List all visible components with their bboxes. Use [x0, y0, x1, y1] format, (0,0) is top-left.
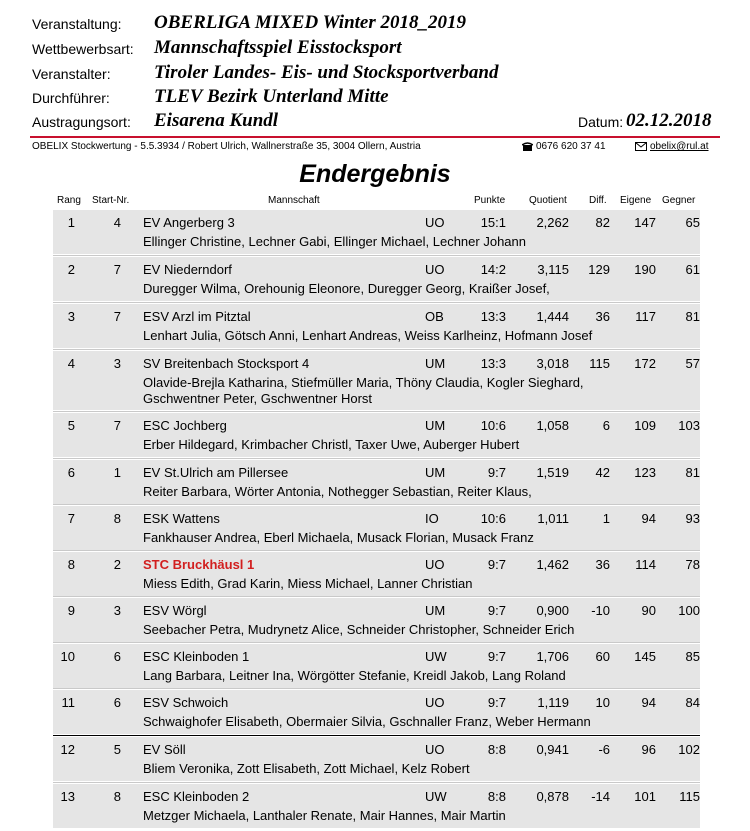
team-name: ESK Wattens [143, 511, 220, 526]
team-players: Duregger Wilma, Orehounig Eleonore, Duregger Georg, Kraißer Josef, [143, 281, 550, 296]
team-name: ESV Schwoich [143, 695, 229, 710]
diff-cell: 60 [595, 649, 610, 664]
own-score-cell: 109 [634, 418, 656, 433]
table-row [53, 690, 700, 734]
team-name: EV Niederndorf [143, 262, 232, 277]
diff-cell: 36 [595, 557, 610, 572]
opponent-score-cell: 100 [678, 603, 700, 618]
table-row [53, 257, 700, 301]
row-divider [53, 349, 700, 350]
start-number-cell: 3 [113, 603, 121, 618]
class-cell: UM [425, 418, 446, 433]
start-number-cell: 4 [113, 215, 121, 230]
class-cell: UO [425, 742, 445, 757]
row-divider [53, 411, 700, 412]
header-row-austragungsort [32, 110, 722, 134]
points-cell: 13:3 [480, 309, 506, 324]
header-row-veranstalter [32, 62, 722, 86]
start-number-cell: 8 [113, 789, 121, 804]
own-score-cell: 101 [634, 789, 656, 804]
diff-cell: 82 [595, 215, 610, 230]
diff-cell: -6 [598, 742, 610, 757]
quotient-cell: 0,878 [536, 789, 569, 804]
team-name: ESC Kleinboden 1 [143, 649, 250, 664]
start-number-cell: 8 [113, 511, 121, 526]
organization-info: OBELIX Stockwertung - 5.5.3934 / Robert Ulrich, Wallnerstraße 35, 3004 Ollern, Austria [32, 141, 421, 152]
phone-info [522, 141, 606, 152]
row-divider [53, 782, 700, 783]
row-divider [53, 504, 700, 505]
team-name: EV St.Ulrich am Pillersee [143, 465, 289, 480]
rank-cell: 2 [67, 262, 75, 277]
own-score-cell: 145 [634, 649, 656, 664]
start-number-cell: 7 [113, 418, 121, 433]
start-number-cell: 2 [113, 557, 121, 572]
quotient-cell: 0,941 [536, 742, 569, 757]
start-number-cell: 3 [113, 356, 121, 371]
class-cell: UM [425, 356, 446, 371]
team-players: Metzger Michaela, Lanthaler Renate, Mair Hannes, Mair Martin [143, 808, 506, 823]
opponent-score-cell: 61 [685, 262, 700, 277]
quotient-cell: 2,262 [536, 215, 569, 230]
rank-cell: 4 [67, 356, 75, 371]
team-players: Erber Hildegard, Krimbacher Christl, Taxer Uwe, Auberger Hubert [143, 437, 520, 452]
team-name: ESC Jochberg [143, 418, 227, 433]
start-number-cell: 7 [113, 262, 121, 277]
opponent-score-cell: 57 [685, 356, 700, 371]
header-row-veranstaltung [32, 12, 722, 36]
austragungsort-value: Eisarena Kundl [154, 110, 279, 131]
diff-cell: 36 [595, 309, 610, 324]
team-name: ESV Arzl im Pitztal [143, 309, 251, 324]
row-divider [53, 642, 700, 643]
table-row [53, 784, 700, 828]
quotient-cell: 3,018 [536, 356, 569, 371]
own-score-cell: 90 [641, 603, 656, 618]
rank-cell: 13 [60, 789, 75, 804]
datum-label: Datum: [578, 114, 624, 130]
row-divider [53, 596, 700, 597]
rank-cell: 8 [67, 557, 75, 572]
start-number-cell: 6 [113, 649, 121, 664]
rank-cell: 5 [67, 418, 75, 433]
table-row [53, 210, 700, 254]
team-players: Seebacher Petra, Mudrynetz Alice, Schneider Christopher, Schneider Erich [143, 622, 575, 637]
team-name: SV Breitenbach Stocksport 4 [143, 356, 310, 371]
row-divider [53, 688, 700, 689]
diff-cell: -10 [591, 603, 610, 618]
austragungsort-label: Austragungsort: [32, 114, 131, 130]
row-divider [53, 302, 700, 303]
start-number-cell: 1 [113, 465, 121, 480]
header-row-durchfuehrer [32, 86, 722, 110]
header-row-wettbewerbsart [32, 37, 722, 61]
row-divider [53, 550, 700, 551]
durchfuehrer-value: TLEV Bezirk Unterland Mitte [154, 86, 389, 107]
rank-cell: 11 [61, 695, 75, 710]
own-score-cell: 96 [641, 742, 656, 757]
rank-cell: 10 [60, 649, 75, 664]
col-header-gegner: Gegner [662, 195, 696, 206]
team-players: Fankhauser Andrea, Eberl Michaela, Musack Florian, Musack Franz [143, 530, 534, 545]
page-title: Endergebnis [299, 160, 451, 188]
opponent-score-cell: 81 [685, 465, 700, 480]
points-cell: 9:7 [487, 695, 506, 710]
team-players: Ellinger Christine, Lechner Gabi, Ellinger Michael, Lechner Johann [143, 234, 526, 249]
rank-cell: 7 [67, 511, 75, 526]
wettbewerbsart-value: Mannschaftsspiel Eisstocksport [154, 37, 402, 58]
veranstalter-label: Veranstalter: [32, 66, 111, 82]
team-name: STC Bruckhäusl 1 [143, 557, 255, 572]
class-cell: UM [425, 465, 446, 480]
quotient-cell: 1,519 [536, 465, 569, 480]
opponent-score-cell: 103 [678, 418, 700, 433]
points-cell: 13:3 [480, 356, 506, 371]
email-link[interactable]: obelix@rul.at [650, 141, 709, 152]
col-header-startnr: Start-Nr. [92, 195, 130, 206]
diff-cell: 129 [588, 262, 610, 277]
footer-info [32, 141, 722, 155]
opponent-score-cell: 115 [679, 789, 700, 804]
wettbewerbsart-label: Wettbewerbsart: [32, 41, 134, 57]
class-cell: UO [425, 215, 445, 230]
row-divider [53, 458, 700, 459]
class-cell: IO [425, 511, 439, 526]
mail-icon [635, 142, 647, 151]
diff-cell: 10 [595, 695, 610, 710]
points-cell: 10:6 [480, 418, 506, 433]
own-score-cell: 123 [634, 465, 656, 480]
veranstaltung-value: OBERLIGA MIXED Winter 2018_2019 [154, 12, 466, 33]
opponent-score-cell: 93 [685, 511, 700, 526]
points-cell: 10:6 [480, 511, 506, 526]
team-players: Lang Barbara, Leitner Ina, Wörgötter Stefanie, Kreidl Jakob, Lang Roland [143, 668, 566, 683]
rank-cell: 6 [67, 465, 75, 480]
row-divider [53, 255, 700, 256]
team-players: Miess Edith, Grad Karin, Miess Michael, Lanner Christian [143, 576, 473, 591]
table-row [53, 598, 700, 642]
table-row [53, 304, 700, 348]
own-score-cell: 172 [634, 356, 656, 371]
quotient-cell: 1,011 [537, 511, 569, 526]
header-divider [30, 136, 720, 138]
diff-cell: 1 [602, 511, 610, 526]
team-players: Lenhart Julia, Götsch Anni, Lenhart Andreas, Weiss Karlheinz, Hofmann Josef [143, 328, 593, 343]
opponent-score-cell: 84 [685, 695, 700, 710]
class-cell: UO [425, 695, 445, 710]
table-row [53, 737, 700, 781]
own-score-cell: 94 [641, 695, 656, 710]
col-header-quotient: Quotient [529, 195, 567, 206]
quotient-cell: 1,706 [536, 649, 569, 664]
own-score-cell: 94 [641, 511, 656, 526]
diff-cell: 115 [589, 356, 610, 371]
points-cell: 15:1 [480, 215, 506, 230]
start-number-cell: 6 [113, 695, 121, 710]
team-players: Schwaighofer Elisabeth, Obermaier Silvia, Gschnaller Franz, Weber Hermann [143, 714, 591, 729]
veranstalter-value: Tiroler Landes- Eis- und Stocksportverband [154, 62, 499, 83]
team-name: EV Angerberg 3 [143, 215, 235, 230]
team-name: EV Söll [143, 742, 186, 757]
own-score-cell: 114 [635, 557, 656, 572]
points-cell: 9:7 [487, 603, 506, 618]
table-row [53, 460, 700, 504]
quotient-cell: 1,119 [537, 695, 569, 710]
quotient-cell: 1,058 [536, 418, 569, 433]
points-cell: 9:7 [487, 557, 506, 572]
points-cell: 9:7 [487, 649, 506, 664]
class-cell: OB [425, 309, 444, 324]
email-info [635, 141, 709, 152]
own-score-cell: 147 [634, 215, 656, 230]
team-players: Olavide-Brejla Katharina, Stiefmüller Maria, Thöny Claudia, Kogler Sieghard, Gschwentner Peter, Gschwentner Horst [143, 375, 584, 406]
class-cell: UO [425, 262, 445, 277]
class-cell: UO [425, 557, 445, 572]
quotient-cell: 1,444 [536, 309, 569, 324]
durchfuehrer-label: Durchführer: [32, 90, 110, 106]
col-header-diff: Diff. [589, 195, 607, 206]
veranstaltung-label: Veranstaltung: [32, 16, 122, 32]
points-cell: 8:8 [487, 742, 506, 757]
rank-cell: 3 [67, 309, 75, 324]
quotient-cell: 0,900 [536, 603, 569, 618]
table-row [53, 351, 700, 410]
points-cell: 9:7 [487, 465, 506, 480]
table-row [53, 506, 700, 550]
rank-cell: 9 [67, 603, 75, 618]
col-header-punkte: Punkte [474, 195, 506, 206]
quotient-cell: 3,115 [537, 262, 569, 277]
own-score-cell: 190 [634, 262, 656, 277]
diff-cell: 42 [595, 465, 610, 480]
phone-number: 0676 620 37 41 [536, 141, 606, 152]
table-row [53, 413, 700, 457]
team-name: ESC Kleinboden 2 [143, 789, 250, 804]
start-number-cell: 5 [113, 742, 121, 757]
team-name: ESV Wörgl [143, 603, 207, 618]
rank-cell: 12 [60, 742, 75, 757]
datum-value: 02.12.2018 [626, 110, 712, 131]
opponent-score-cell: 78 [685, 557, 700, 572]
opponent-score-cell: 102 [678, 742, 700, 757]
table-row [53, 644, 700, 688]
opponent-score-cell: 65 [685, 215, 700, 230]
opponent-score-cell: 81 [685, 309, 700, 324]
col-header-mannschaft: Mannschaft [268, 195, 320, 206]
col-header-eigene: Eigene [620, 195, 652, 206]
table-row [53, 552, 700, 596]
quotient-cell: 1,462 [536, 557, 569, 572]
team-players: Bliem Veronika, Zott Elisabeth, Zott Michael, Kelz Robert [143, 761, 470, 776]
opponent-score-cell: 85 [685, 649, 700, 664]
class-cell: UW [425, 649, 447, 664]
phone-icon [522, 142, 533, 151]
own-score-cell: 117 [635, 309, 656, 324]
row-divider [53, 735, 700, 736]
col-header-rang: Rang [57, 195, 81, 206]
class-cell: UM [425, 603, 446, 618]
class-cell: UW [425, 789, 447, 804]
points-cell: 8:8 [487, 789, 506, 804]
team-players: Reiter Barbara, Wörter Antonia, Nothegger Sebastian, Reiter Klaus, [143, 484, 532, 499]
diff-cell: 6 [602, 418, 610, 433]
start-number-cell: 7 [113, 309, 121, 324]
points-cell: 14:2 [480, 262, 506, 277]
diff-cell: -14 [591, 789, 610, 804]
rank-cell: 1 [67, 215, 75, 230]
